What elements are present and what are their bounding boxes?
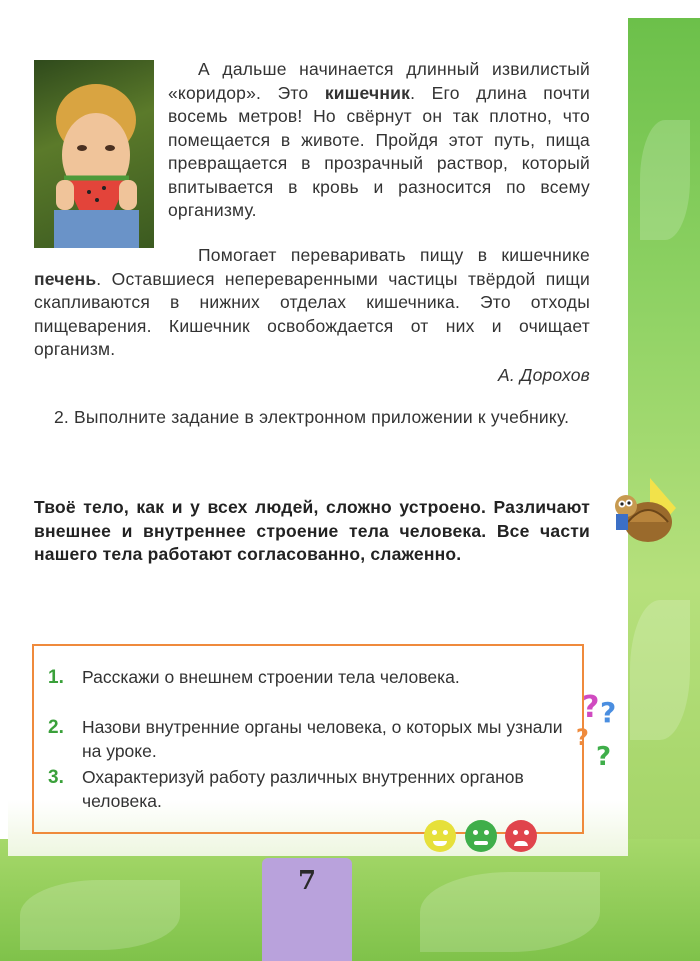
reading-paragraph-1: А дальше начинается длинный извилистый «коридор». Это кишечник. Его длина почти восемь метров! Но свёрнут он так плотно, что помещается в животе. Пройдя этот путь, пища превращается в прозрачный раствор, который впитывается в кровь и разносится по всему организму.	[168, 59, 590, 220]
leaf-decoration	[630, 600, 690, 740]
smiley-neutral-icon[interactable]	[465, 820, 497, 852]
question-item	[48, 766, 568, 813]
page-number: 7	[297, 866, 317, 896]
question-item	[48, 666, 568, 690]
reading-paragraph-2: Помогает переваривать пищу в кишечнике печень. Оставшиеся непереваренными частицы твёрдой пищи скапливаются в нижних отделах кишечника. Это отходы пищеварения. Кишечник освобождается от них и очищает организм.	[34, 245, 590, 359]
question-number: 1.	[48, 667, 64, 688]
term-intestine: кишечник	[324, 82, 411, 103]
author-name: А. Дорохов	[498, 365, 590, 385]
question-number: 3.	[48, 767, 64, 788]
turtle-mascot-icon	[610, 478, 676, 550]
intro-summary: Твоё тело, как и у всех людей, сложно устроено. Различают внешнее и внутреннее строение тела человека. Все части нашего тела работают согласованно, слаженно.	[34, 497, 590, 564]
questions-box	[32, 644, 584, 834]
smiley-happy-icon[interactable]	[424, 820, 456, 852]
question-item	[48, 716, 568, 763]
smiley-sad-icon[interactable]	[505, 820, 537, 852]
leaf-decoration	[640, 120, 690, 240]
question-text: Расскажи о внешнем строении тела человека.	[82, 667, 460, 687]
question-marks-icon: ? ? ? ?	[576, 690, 617, 772]
leaf-decoration	[420, 872, 600, 952]
term-liver: печень	[34, 268, 97, 289]
boy-eating-watermelon-photo	[34, 60, 154, 248]
page-number-tab	[262, 858, 352, 961]
question-number: 2.	[48, 717, 64, 738]
leaf-decoration	[20, 880, 180, 950]
task-instruction: 2. Выполните задание в электронном приложении к учебнику.	[54, 407, 570, 427]
question-text: Охарактеризуй работу различных внутренних органов человека.	[82, 767, 524, 811]
question-text: Назови внутренние органы человека, о которых мы узнали на уроке.	[82, 717, 563, 761]
